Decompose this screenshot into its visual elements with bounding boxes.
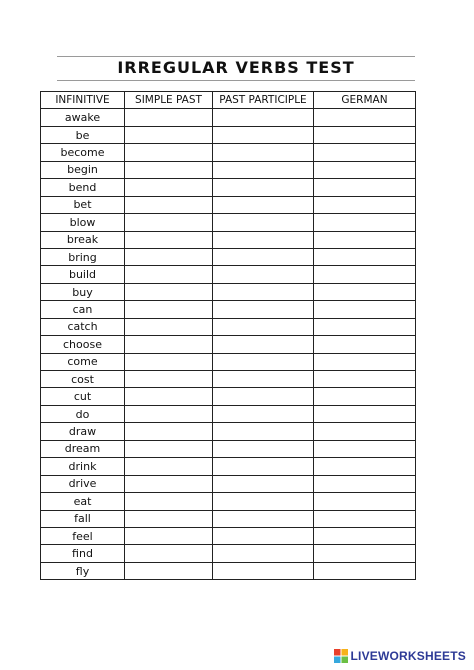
simple-past-answer-cell[interactable] (125, 161, 213, 178)
table-row (41, 144, 416, 161)
past-participle-answer-cell[interactable] (213, 214, 314, 231)
simple-past-answer-cell[interactable] (125, 144, 213, 161)
german-answer-cell[interactable] (314, 179, 416, 196)
simple-past-answer-cell[interactable] (125, 301, 213, 318)
logo-square-green (341, 657, 348, 664)
infinitive-cell: catch (41, 318, 125, 335)
past-participle-answer-cell[interactable] (213, 126, 314, 143)
infinitive-cell: become (41, 144, 125, 161)
infinitive-cell: drink (41, 458, 125, 475)
past-participle-answer-cell[interactable] (213, 493, 314, 510)
simple-past-answer-cell[interactable] (125, 371, 213, 388)
simple-past-answer-cell[interactable] (125, 440, 213, 457)
table-row (41, 353, 416, 370)
past-participle-answer-cell[interactable] (213, 318, 314, 335)
verb-rows (41, 109, 416, 580)
header-german: GERMAN (314, 92, 416, 109)
german-answer-cell[interactable] (314, 423, 416, 440)
german-answer-cell[interactable] (314, 475, 416, 492)
infinitive-cell: bring (41, 248, 125, 265)
table-row (41, 231, 416, 248)
german-answer-cell[interactable] (314, 493, 416, 510)
infinitive-cell: buy (41, 283, 125, 300)
simple-past-answer-cell[interactable] (125, 336, 213, 353)
table-row (41, 179, 416, 196)
infinitive-cell: cut (41, 388, 125, 405)
infinitive-cell: drive (41, 475, 125, 492)
infinitive-cell: break (41, 231, 125, 248)
past-participle-answer-cell[interactable] (213, 353, 314, 370)
liveworksheets-logo-text: LIVEWORKSHEETS (350, 649, 466, 663)
german-answer-cell[interactable] (314, 266, 416, 283)
german-answer-cell[interactable] (314, 318, 416, 335)
german-answer-cell[interactable] (314, 510, 416, 527)
header-infinitive: INFINITIVE (41, 92, 125, 109)
german-answer-cell[interactable] (314, 248, 416, 265)
infinitive-cell: dream (41, 440, 125, 457)
infinitive-cell: can (41, 301, 125, 318)
german-answer-cell[interactable] (314, 196, 416, 213)
past-participle-answer-cell[interactable] (213, 545, 314, 562)
german-answer-cell[interactable] (314, 336, 416, 353)
infinitive-cell: do (41, 405, 125, 422)
infinitive-cell: fall (41, 510, 125, 527)
past-participle-answer-cell[interactable] (213, 405, 314, 422)
past-participle-answer-cell[interactable] (213, 336, 314, 353)
simple-past-answer-cell[interactable] (125, 423, 213, 440)
table-row (41, 126, 416, 143)
table-row (41, 562, 416, 579)
liveworksheets-logo-icon (334, 649, 348, 663)
simple-past-answer-cell[interactable] (125, 388, 213, 405)
table-row (41, 388, 416, 405)
title-underline (57, 80, 415, 81)
german-answer-cell[interactable] (314, 161, 416, 178)
past-participle-answer-cell[interactable] (213, 458, 314, 475)
past-participle-answer-cell[interactable] (213, 109, 314, 126)
past-participle-answer-cell[interactable] (213, 371, 314, 388)
simple-past-answer-cell[interactable] (125, 126, 213, 143)
german-answer-cell[interactable] (314, 144, 416, 161)
infinitive-cell: awake (41, 109, 125, 126)
past-participle-answer-cell[interactable] (213, 440, 314, 457)
simple-past-answer-cell[interactable] (125, 510, 213, 527)
infinitive-cell: draw (41, 423, 125, 440)
table-row (41, 510, 416, 527)
simple-past-answer-cell[interactable] (125, 493, 213, 510)
simple-past-answer-cell[interactable] (125, 458, 213, 475)
simple-past-answer-cell[interactable] (125, 545, 213, 562)
german-answer-cell[interactable] (314, 405, 416, 422)
past-participle-answer-cell[interactable] (213, 231, 314, 248)
infinitive-cell: feel (41, 527, 125, 544)
table-row (41, 248, 416, 265)
simple-past-answer-cell[interactable] (125, 231, 213, 248)
top-rule (57, 56, 415, 57)
infinitive-cell: begin (41, 161, 125, 178)
past-participle-answer-cell[interactable] (213, 527, 314, 544)
verbs-table (40, 91, 416, 580)
infinitive-cell: bet (41, 196, 125, 213)
simple-past-answer-cell[interactable] (125, 405, 213, 422)
table-row (41, 475, 416, 492)
past-participle-answer-cell[interactable] (213, 301, 314, 318)
simple-past-answer-cell[interactable] (125, 527, 213, 544)
table-row (41, 214, 416, 231)
german-answer-cell[interactable] (314, 214, 416, 231)
table-row (41, 527, 416, 544)
table-row (41, 458, 416, 475)
infinitive-cell: be (41, 126, 125, 143)
german-answer-cell[interactable] (314, 126, 416, 143)
table-row (41, 318, 416, 335)
past-participle-answer-cell[interactable] (213, 266, 314, 283)
header-simple-past: SIMPLE PAST (125, 92, 213, 109)
table-row (41, 266, 416, 283)
table-row (41, 493, 416, 510)
infinitive-cell: build (41, 266, 125, 283)
table-row (41, 336, 416, 353)
table-row (41, 440, 416, 457)
past-participle-answer-cell[interactable] (213, 475, 314, 492)
past-participle-answer-cell[interactable] (213, 196, 314, 213)
table-row (41, 423, 416, 440)
past-participle-answer-cell[interactable] (213, 562, 314, 579)
simple-past-answer-cell[interactable] (125, 562, 213, 579)
past-participle-answer-cell[interactable] (213, 179, 314, 196)
infinitive-cell: fly (41, 562, 125, 579)
simple-past-answer-cell[interactable] (125, 109, 213, 126)
simple-past-answer-cell[interactable] (125, 318, 213, 335)
simple-past-answer-cell[interactable] (125, 196, 213, 213)
past-participle-answer-cell[interactable] (213, 144, 314, 161)
past-participle-answer-cell[interactable] (213, 510, 314, 527)
table-row (41, 109, 416, 126)
infinitive-cell: cost (41, 371, 125, 388)
german-answer-cell[interactable] (314, 440, 416, 457)
simple-past-answer-cell[interactable] (125, 266, 213, 283)
infinitive-cell: come (41, 353, 125, 370)
simple-past-answer-cell[interactable] (125, 214, 213, 231)
infinitive-cell: bend (41, 179, 125, 196)
infinitive-cell: eat (41, 493, 125, 510)
simple-past-answer-cell[interactable] (125, 475, 213, 492)
header-past-participle: PAST PARTICIPLE (213, 92, 314, 109)
german-answer-cell[interactable] (314, 371, 416, 388)
german-answer-cell[interactable] (314, 458, 416, 475)
past-participle-answer-cell[interactable] (213, 248, 314, 265)
table-row (41, 161, 416, 178)
german-answer-cell[interactable] (314, 301, 416, 318)
german-answer-cell[interactable] (314, 353, 416, 370)
table-row (41, 371, 416, 388)
table-row (41, 283, 416, 300)
table-row (41, 196, 416, 213)
table-row (41, 405, 416, 422)
table-row (41, 301, 416, 318)
liveworksheets-logo (334, 648, 466, 664)
worksheet-title: IRREGULAR VERBS TEST (117, 58, 355, 77)
german-answer-cell[interactable] (314, 388, 416, 405)
german-answer-cell[interactable] (314, 562, 416, 579)
simple-past-answer-cell[interactable] (125, 248, 213, 265)
table-row (41, 545, 416, 562)
logo-square-yellow (341, 649, 348, 656)
past-participle-answer-cell[interactable] (213, 161, 314, 178)
header-row (41, 92, 416, 109)
simple-past-answer-cell[interactable] (125, 283, 213, 300)
german-answer-cell[interactable] (314, 545, 416, 562)
infinitive-cell: blow (41, 214, 125, 231)
logo-square-blue (334, 657, 341, 664)
past-participle-answer-cell[interactable] (213, 283, 314, 300)
past-participle-answer-cell[interactable] (213, 388, 314, 405)
german-answer-cell[interactable] (314, 109, 416, 126)
logo-square-red (334, 649, 341, 656)
german-answer-cell[interactable] (314, 527, 416, 544)
simple-past-answer-cell[interactable] (125, 353, 213, 370)
infinitive-cell: find (41, 545, 125, 562)
past-participle-answer-cell[interactable] (213, 423, 314, 440)
simple-past-answer-cell[interactable] (125, 179, 213, 196)
german-answer-cell[interactable] (314, 283, 416, 300)
infinitive-cell: choose (41, 336, 125, 353)
german-answer-cell[interactable] (314, 231, 416, 248)
